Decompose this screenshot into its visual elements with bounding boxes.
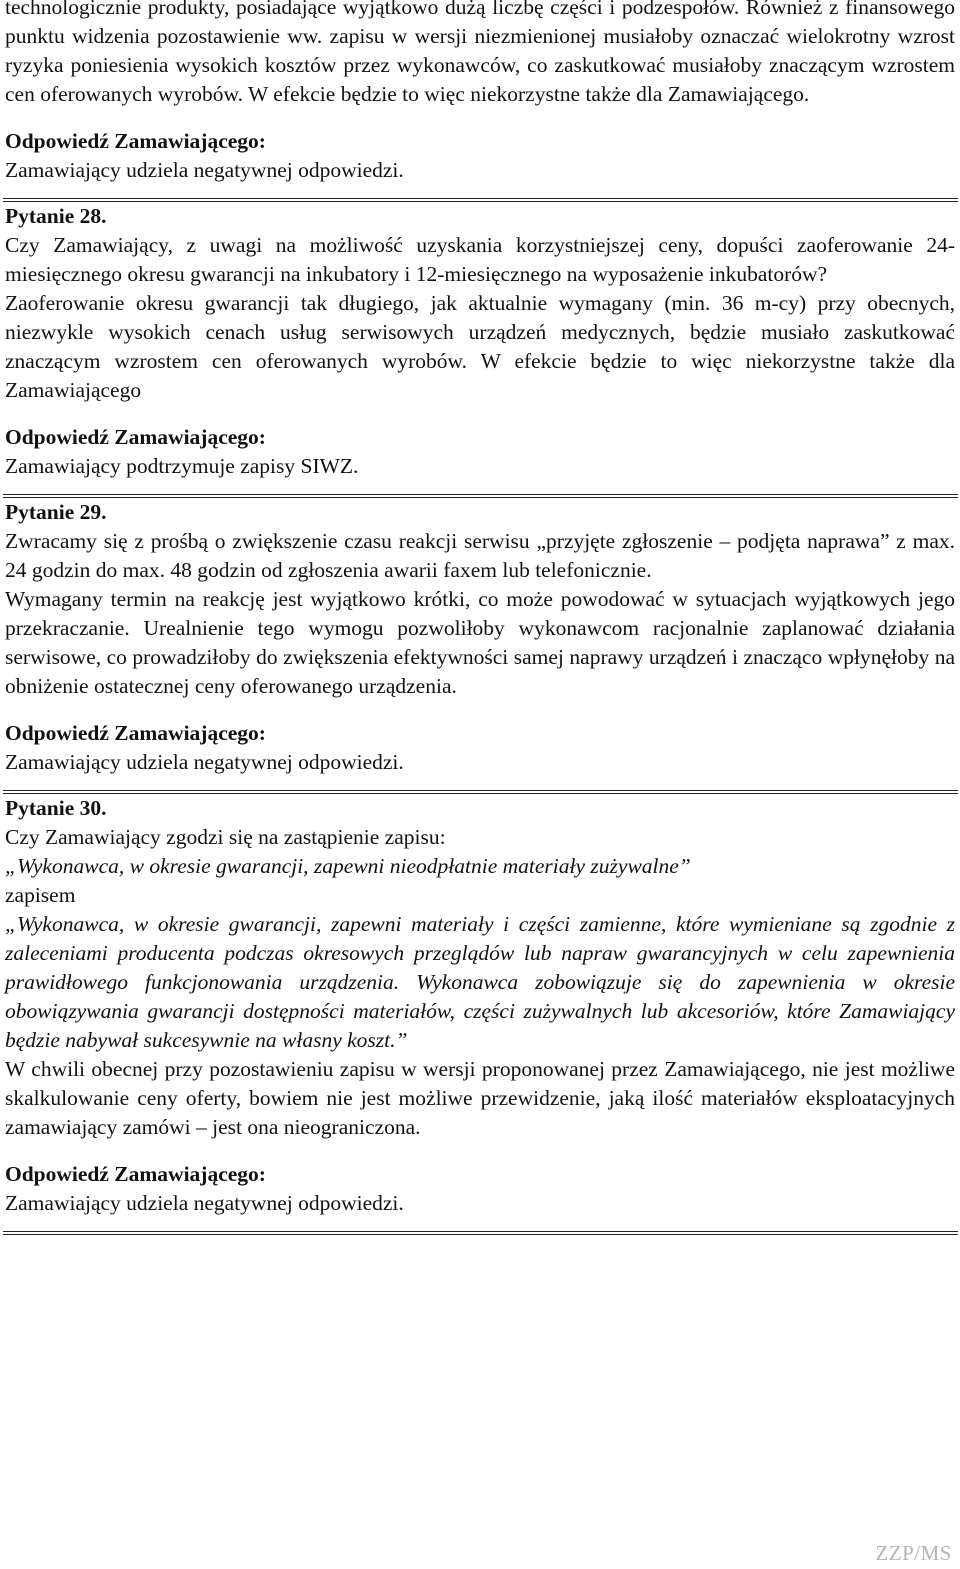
answer-27: Zamawiający udziela negatywnej odpowiedzi. xyxy=(5,158,404,182)
answer-29: Zamawiający udziela negatywnej odpowiedzi. xyxy=(5,750,404,774)
answer-label-29: Odpowiedź Zamawiającego: xyxy=(5,721,266,745)
question-29-heading: Pytanie 29. xyxy=(5,500,107,524)
answer-label-27: Odpowiedź Zamawiającego: xyxy=(5,129,266,153)
question-30-connector: zapisem xyxy=(5,883,76,907)
question-30-text: Czy Zamawiający zgodzi się na zastąpienie zapisu: xyxy=(5,825,446,849)
question-30-justification: W chwili obecnej przy pozostawieniu zapisu w wersji proponowanej przez Zamawiającego, nie jest możliwe skalkulowanie ceny oferty, bowiem nie jest możliwe przewidzenie, jaką ilość materiałów eksploatacyjnych zamawiający zamówi – jest ona nieograniczona. xyxy=(5,1057,955,1139)
answer-28: Zamawiający podtrzymuje zapisy SIWZ. xyxy=(5,454,359,478)
section-divider xyxy=(3,1231,958,1235)
question-30-new-clause: „Wykonawca, w okresie gwarancji, zapewni materiały i części zamienne, które wymieniane są zgodnie z zaleceniami producenta podczas okresowych przeglądów lub napraw gwarancyjnych w celu zapewnienia prawidłowego funkcjonowania urządzenia. Wykonawca zobowiązuje się do zapewnienia w okresie obowiązywania gwarancji dostępności materiałów, części zużywalnych lub akcesoriów, które Zamawiający będzie nabywał sukcesywnie na własny koszt.” xyxy=(5,912,955,1052)
question-29-justification: Wymagany termin na reakcję jest wyjątkowo krótki, co może powodować w sytuacjach wyjątkowych jego przekraczanie. Urealnienie tego wymogu pozwoliłoby wykonawcom racjonalnie zaplanować działania serwisowe, co prowadziłoby do zwiększenia efektywności samej naprawy urządzeń i znacząco wpłynęłoby na obniżenie ostatecznej ceny oferowanego urządzenia. xyxy=(5,587,955,698)
document-page xyxy=(5,0,955,1235)
question-28-text: Czy Zamawiający, z uwagi na możliwość uzyskania korzystniejszej ceny, dopuści zaoferowanie 24-miesięcznego okresu gwarancji na inkubatory i 12-miesięcznego na wyposażenie inkubatorów? xyxy=(5,233,955,286)
answer-label-30: Odpowiedź Zamawiającego: xyxy=(5,1162,266,1186)
intro-paragraph: technologicznie produkty, posiadające wyjątkowo dużą liczbę części i podzespołów. Również z finansowego punktu widzenia pozostawienie ww. zapisu w wersji niezmienionej musiałoby oznaczać wielokrotny wzrost ryzyka poniesienia wysokich kosztów przez wykonawców, co zaskutkować musiałoby znaczącym wzrostem cen oferowanych wyrobów. W efekcie będzie to więc niekorzystne także dla Zamawiającego. xyxy=(5,0,955,106)
question-30-heading: Pytanie 30. xyxy=(5,796,107,820)
answer-label-28: Odpowiedź Zamawiającego: xyxy=(5,425,266,449)
question-28-heading: Pytanie 28. xyxy=(5,204,107,228)
footer-mark: ZZP/MS xyxy=(875,1541,952,1565)
question-30-old-clause: „Wykonawca, w okresie gwarancji, zapewni nieodpłatnie materiały zużywalne” xyxy=(5,854,691,878)
answer-30: Zamawiający udziela negatywnej odpowiedzi. xyxy=(5,1191,404,1215)
question-29-text: Zwracamy się z prośbą o zwiększenie czasu reakcji serwisu „przyjęte zgłoszenie – podjęta naprawa” z max. 24 godzin do max. 48 godzin od zgłoszenia awarii faxem lub telefonicznie. xyxy=(5,529,955,582)
question-28-justification: Zaoferowanie okresu gwarancji tak długiego, jak aktualnie wymagany (min. 36 m-cy) przy obecnych, niezwykle wysokich cenach usług serwisowych urządzeń medycznych, będzie musiało zaskutkować znaczącym wzrostem cen oferowanych wyrobów. W efekcie będzie to więc niekorzystne także dla Zamawiającego xyxy=(5,291,955,402)
